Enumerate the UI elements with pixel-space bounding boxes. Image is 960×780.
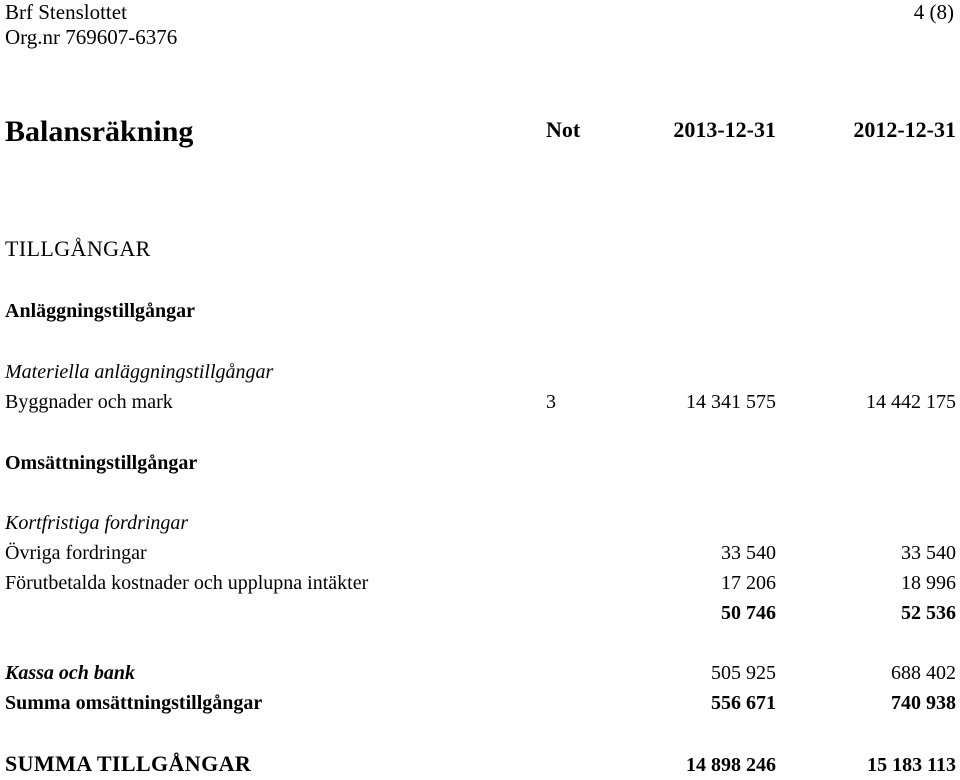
subtotal-value-year2: 52 536 <box>901 602 956 624</box>
org-number: Org.nr 769607-6376 <box>5 25 178 49</box>
section-assets-row <box>0 238 960 264</box>
total-value-year1: 556 671 <box>711 692 776 714</box>
row-label: Övriga fordringar <box>5 542 147 564</box>
row-value-year1: 33 540 <box>721 542 776 564</box>
row-label: Byggnader och mark <box>5 391 173 413</box>
row-value-year2: 18 996 <box>901 572 956 594</box>
row-value-year1: 14 341 575 <box>686 391 776 413</box>
section-tangible-fixed-assets-row <box>0 362 960 388</box>
row-label: Förutbetalda kostnader och upplupna intäkter <box>5 572 369 594</box>
section-current-assets-row <box>0 453 960 479</box>
total-label: Summa omsättningstillgångar <box>5 692 263 714</box>
section-fixed-assets-row <box>0 301 960 327</box>
row-label: Kassa och bank <box>5 662 136 684</box>
grand-total-label: SUMMA TILLGÅNGAR <box>5 751 252 776</box>
grand-total-value-year2: 15 183 113 <box>867 754 956 776</box>
page-number: 4 (8) <box>913 0 954 24</box>
column-header-year2: 2012-12-31 <box>853 117 956 142</box>
subtotal-row <box>0 603 960 629</box>
subtotal-value-year1: 50 746 <box>721 602 776 624</box>
row-value-year1: 505 925 <box>711 662 776 684</box>
row-value-year2: 14 442 175 <box>866 391 956 413</box>
total-value-year2: 740 938 <box>891 692 956 714</box>
table-row <box>0 392 960 418</box>
section-assets: TILLGÅNGAR <box>5 236 151 261</box>
row-value-year2: 688 402 <box>891 662 956 684</box>
column-header-note: Not <box>546 117 581 142</box>
table-row <box>0 663 960 689</box>
column-header-year1: 2013-12-31 <box>673 117 776 142</box>
table-row <box>0 543 960 569</box>
total-row <box>0 693 960 719</box>
section-current-assets: Omsättningstillgångar <box>5 452 198 474</box>
row-note: 3 <box>546 391 556 413</box>
row-value-year1: 17 206 <box>721 572 776 594</box>
grand-total-value-year1: 14 898 246 <box>686 754 776 776</box>
section-short-term-receivables: Kortfristiga fordringar <box>5 512 189 534</box>
section-short-term-receivables-row <box>0 513 960 539</box>
company-name: Brf Stenslottet <box>5 0 127 24</box>
section-tangible-fixed-assets: Materiella anläggningstillgångar <box>5 361 274 383</box>
table-row <box>0 573 960 599</box>
row-value-year2: 33 540 <box>901 542 956 564</box>
section-fixed-assets: Anläggningstillgångar <box>5 300 196 322</box>
grand-total-row <box>0 751 960 780</box>
page-title: Balansräkning <box>5 115 194 148</box>
